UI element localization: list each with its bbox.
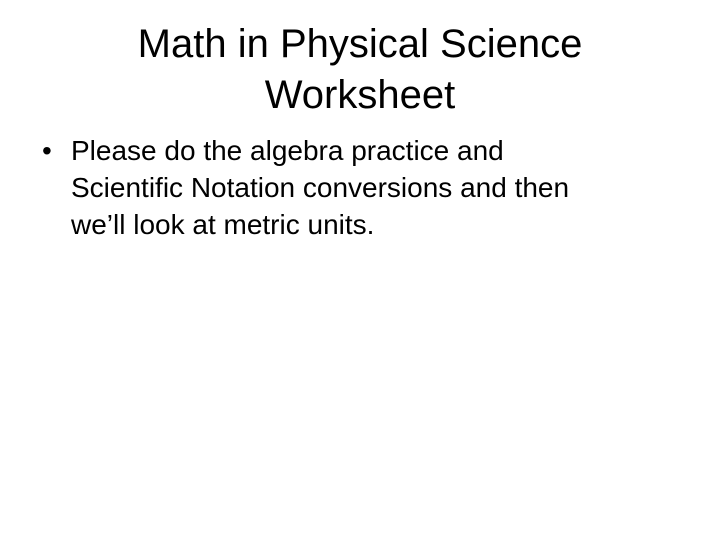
slide-title (60, 19, 660, 121)
bullet-icon: • (42, 135, 52, 166)
bullet-text-line: Scientific Notation conversions and then (71, 172, 570, 203)
title-line: Worksheet (264, 73, 456, 117)
slide-body (42, 132, 682, 243)
bullet-text-line: we’ll look at metric units. (71, 209, 375, 240)
bullet-text-line: Please do the algebra practice and (71, 135, 504, 166)
title-line: Math in Physical Science (137, 22, 583, 66)
bullet-item (42, 132, 682, 243)
